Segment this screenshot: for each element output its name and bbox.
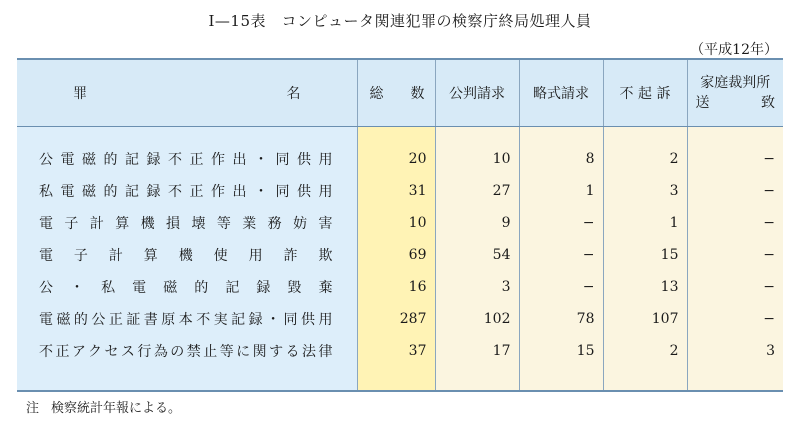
- total-cell: 16: [357, 271, 435, 303]
- non-prosecution-cell: 13: [603, 271, 687, 303]
- family-court-cell: −: [687, 207, 783, 239]
- header-crime: [17, 60, 357, 127]
- data-table: [17, 60, 783, 390]
- summary-cell: −: [519, 207, 603, 239]
- data-table-container: [17, 58, 783, 392]
- year-note: （平成12年）: [690, 42, 778, 58]
- header-total-left: 総: [369, 86, 384, 102]
- header-row: [17, 60, 783, 127]
- total-cell: 31: [357, 175, 435, 207]
- spacer-row: [17, 127, 783, 144]
- header-total-right: 数: [410, 86, 425, 102]
- table-row: [17, 175, 783, 207]
- crime-name: 不正アクセス行為の禁止等に関する法律: [17, 335, 357, 367]
- non-prosecution-cell: 1: [603, 207, 687, 239]
- summary-cell: −: [519, 239, 603, 271]
- header-prosecution: 公判請求: [435, 60, 519, 127]
- bottom-spacer-row: [17, 367, 783, 390]
- footnote-mark: 注: [26, 401, 40, 416]
- family-court-cell: −: [687, 175, 783, 207]
- family-court-cell: −: [687, 303, 783, 335]
- table-title: Ⅰ—15表 コンピュータ関連犯罪の検察庁終局処理人員: [208, 12, 592, 30]
- crime-name: 電子計算機使用詐欺: [17, 239, 357, 271]
- prosecution-cell: 9: [435, 207, 519, 239]
- total-cell: 287: [357, 303, 435, 335]
- summary-cell: 78: [519, 303, 603, 335]
- table-row: [17, 207, 783, 239]
- header-total: [357, 60, 435, 127]
- total-cell: 20: [357, 143, 435, 175]
- crime-name: 電子計算機損壊等業務妨害: [17, 207, 357, 239]
- header-non-prosecution: 不 起 訴: [603, 60, 687, 127]
- crime-name: 公・私電磁的記録毀棄: [17, 271, 357, 303]
- table-row: [17, 239, 783, 271]
- summary-cell: 15: [519, 335, 603, 367]
- family-court-cell: 3: [687, 335, 783, 367]
- crime-name: 私電磁的記録不正作出・同供用: [17, 175, 357, 207]
- prosecution-cell: 102: [435, 303, 519, 335]
- non-prosecution-cell: 3: [603, 175, 687, 207]
- header-family-court: [687, 60, 783, 127]
- summary-cell: 8: [519, 143, 603, 175]
- summary-cell: −: [519, 271, 603, 303]
- prosecution-cell: 17: [435, 335, 519, 367]
- total-cell: 37: [357, 335, 435, 367]
- non-prosecution-cell: 107: [603, 303, 687, 335]
- header-crime-right: 名: [286, 86, 301, 102]
- footnote-text: 検察統計年報による。: [51, 401, 182, 416]
- family-court-cell: −: [687, 143, 783, 175]
- non-prosecution-cell: 15: [603, 239, 687, 271]
- summary-cell: 1: [519, 175, 603, 207]
- header-summary: 略式請求: [519, 60, 603, 127]
- header-crime-left: 罪: [73, 86, 87, 102]
- family-court-cell: −: [687, 271, 783, 303]
- table-row: [17, 143, 783, 175]
- header-family-court-line1: 家庭裁判所: [700, 75, 771, 91]
- prosecution-cell: 27: [435, 175, 519, 207]
- total-cell: 69: [357, 239, 435, 271]
- non-prosecution-cell: 2: [603, 143, 687, 175]
- header-family-court-left: 送: [695, 95, 710, 111]
- family-court-cell: −: [687, 239, 783, 271]
- table-row: [17, 271, 783, 303]
- prosecution-cell: 3: [435, 271, 519, 303]
- crime-name: 電磁的公正証書原本不実記録・同供用: [17, 303, 357, 335]
- crime-name: 公電磁的記録不正作出・同供用: [17, 143, 357, 175]
- prosecution-cell: 54: [435, 239, 519, 271]
- table-row: [17, 303, 783, 335]
- footnote: [26, 397, 181, 416]
- non-prosecution-cell: 2: [603, 335, 687, 367]
- total-cell: 10: [357, 207, 435, 239]
- prosecution-cell: 10: [435, 143, 519, 175]
- table-row: [17, 335, 783, 367]
- header-family-court-right: 致: [761, 95, 775, 111]
